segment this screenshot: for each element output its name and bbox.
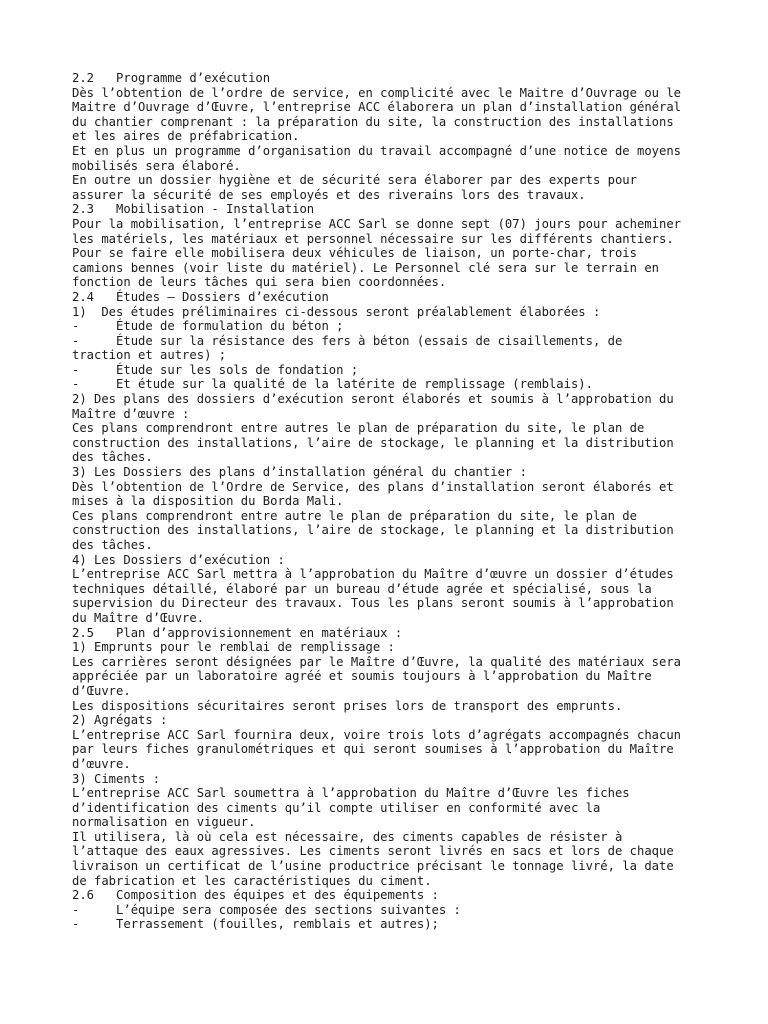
text-line: - Et étude sur la qualité de la latérite de remplissage (remblais). [72,377,593,392]
text-line: Les carrières seront désignées par le Maître d’Œuvre, la qualité des matériaux sera [72,654,682,669]
text-line: Ces plans comprendront entre autres le plan de préparation du site, le plan de [72,421,645,436]
text-line: 3) Ciments : [72,771,161,786]
text-line: par leurs fiches granulométriques et qui seront soumises à l’approbation du Maître [72,742,674,757]
text-line: l’attaque des eaux agressives. Les ciments seront livrés en sacs et lors de chaque [72,844,674,859]
text-line: L’entreprise ACC Sarl soumettra à l’approbation du Maître d’Œuvre les fiches [72,786,630,801]
text-line: camions bennes (voir liste du matériel). Le Personnel clé sera sur le terrain en [72,260,659,275]
text-line: de fabrication et les caractéristiques du ciment. [72,873,432,888]
text-line: du chantier comprenant : la préparation du site, la construction des installations [72,114,674,129]
text-line: d’identification des ciments qu’il compte utiliser en conformité avec la [72,800,601,815]
text-line: - Terrassement (fouilles, remblais et autres); [72,917,439,932]
text-line: les matériels, les matériaux et personnel nécessaire sur les différents chantiers. [72,231,674,246]
text-line: Maitre d’Ouvrage d’Œuvre, l’entreprise ACC élaborera un plan d’installation général [72,100,682,115]
text-line: d’œuvre. [72,756,131,771]
text-line: Il utilisera, là où cela est nécessaire, des ciments capables de résister à [72,829,623,844]
text-line: L’entreprise ACC Sarl fournira deux, voire trois lots d’agrégats accompagnés chacun [72,727,682,742]
text-line: Maître d’œuvre : [72,406,190,421]
text-line: 2.5 Plan d’approvisionnement en matériaux : [72,625,403,640]
text-line: et les aires de préfabrication. [72,129,300,144]
text-line: des tâches. [72,450,153,465]
text-line: En outre un dossier hygiène et de sécurité sera élaborer par des experts pour [72,173,637,188]
text-line: Pour la mobilisation, l’entreprise ACC Sarl se donne sept (07) jours pour acheminer [72,216,682,231]
text-line: des tâches. [72,538,153,552]
text-line: - Étude sur la résistance des fers à béton (essais de cisaillements, de [72,333,623,348]
text-line: 1) Emprunts pour le remblai de remplissage : [72,640,395,655]
text-line: techniques détaillé, élaboré par un bureau d’étude agrée et spécialisé, sous la [72,581,652,596]
text-line: - L’équipe sera composée des sections suivantes : [72,902,461,917]
text-line: - Étude de formulation du béton ; [72,319,344,334]
text-line: L’entreprise ACC Sarl mettra à l’approbation du Maître d’œuvre un dossier d’études [72,567,674,582]
text-line: normalisation en vigueur. [72,815,256,830]
text-line: Pour se faire elle mobilisera deux véhicules de liaison, un porte-char, trois [72,246,637,261]
text-line: d’Œuvre. [72,683,131,698]
text-line: Ces plans comprendront entre autre le plan de préparation du site, le plan de [72,508,637,523]
text-line: - Étude sur les sols de fondation ; [72,362,359,377]
text-line: livraison un certificat de l’usine productrice précisant le tonnage livré, la date [72,859,674,874]
text-line: du Maître d’Œuvre. [72,610,205,625]
text-line: mobilisés sera élaboré. [72,158,241,173]
text-line: fonction de leurs tâches qui sera bien coordonnées. [72,275,447,290]
text-line: 2.2 Programme d’exécution [72,71,271,85]
text-line: 2) Des plans des dossiers d’exécution seront élaborés et soumis à l’approbation du [72,392,674,407]
text-line: Dès l’obtention de l’ordre de service, en complicité avec le Maitre d’Ouvrage ou le [72,85,682,100]
text-line: 3) Les Dossiers des plans d’installation général du chantier : [72,465,527,480]
text-line: traction et autres) ; [72,348,227,363]
text-line: 1) Des études préliminaires ci-dessous seront préalablement élaborées : [72,304,601,319]
text-line: construction des installations, l’aire de stockage, le planning et la distribution [72,435,674,450]
text-line: 2.3 Mobilisation - Installation [72,202,315,217]
text-line: 2.4 Études – Dossiers d’exécution [72,289,329,304]
text-line: 4) Les Dossiers d’exécution : [72,552,285,567]
text-line: appréciée par un laboratoire agréé et soumis toujours à l’approbation du Maître [72,669,652,684]
text-line: supervision du Directeur des travaux. Tous les plans seront soumis à l’approbation [72,596,674,611]
text-line: Et en plus un programme d’organisation du travail accompagné d’une notice de moyens [72,143,682,158]
text-line: 2.6 Composition des équipes et des équipements : [72,888,439,903]
text-line: Les dispositions sécuritaires seront prises lors de transport des emprunts. [72,698,623,713]
text-line: Dès l’obtention de l’Ordre de Service, des plans d’installation seront élaborés et [72,479,674,494]
text-line: mises à la disposition du Borda Mali. [72,494,344,509]
text-line: construction des installations, l’aire de stockage, le planning et la distribution [72,523,674,538]
text-line: 2) Agrégats : [72,713,168,728]
text-line: assurer la sécurité de ses employés et des riverains lors des travaux. [72,187,586,202]
document-body [72,71,712,932]
